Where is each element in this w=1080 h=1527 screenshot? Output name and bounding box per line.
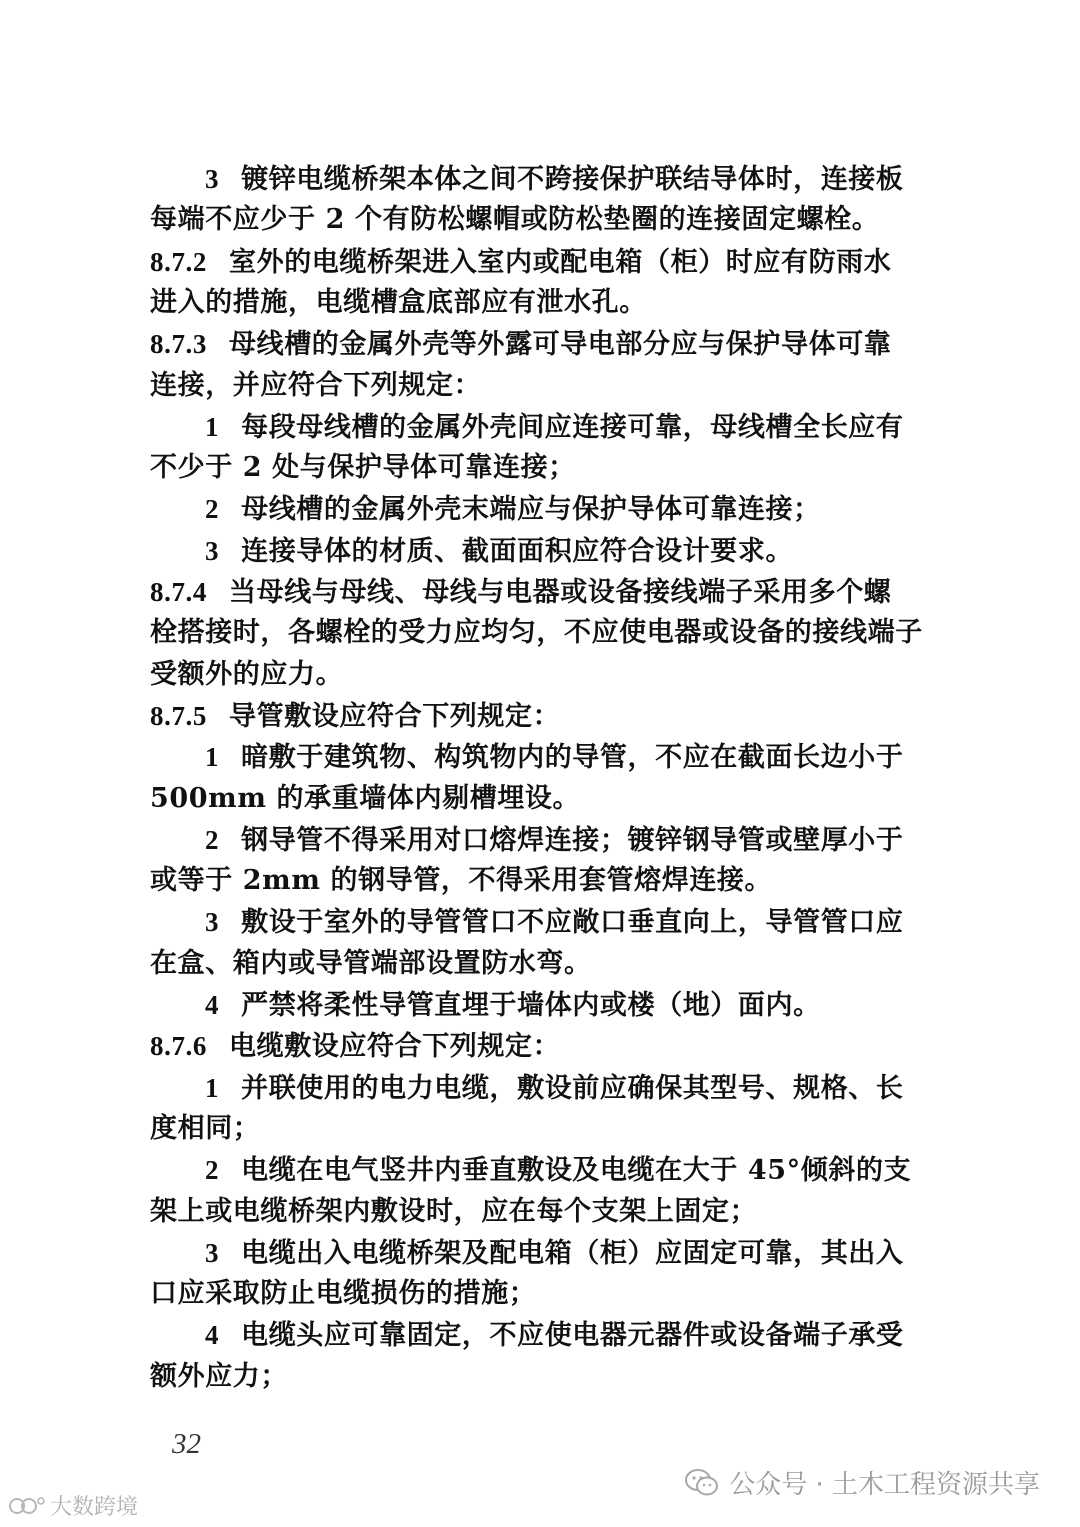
line-text: 电缆出入电缆桥架及配电箱（柜）应固定可靠，其出入 [241, 1237, 904, 1269]
line-text: 每端不应少于 2 个有防松螺帽或防松垫圈的连接固定螺栓。 [150, 204, 880, 236]
wechat-icon [685, 1469, 719, 1497]
item-number: 3 [205, 535, 220, 566]
watermark-wechat [685, 1464, 1040, 1501]
list-item-line [205, 1314, 940, 1357]
line-text: 室外的电缆桥架进入室内或配电箱（柜）时应有防雨水 [229, 246, 892, 278]
line-text: 电缆头应可靠固定，不应使电器元器件或设备端子承受 [241, 1320, 904, 1352]
line-text: 当母线与母线、母线与电器或设备接线端子采用多个螺 [229, 577, 892, 608]
list-item-line [205, 488, 940, 531]
clause-number: 8.7.5 [150, 700, 207, 731]
watermark-text: 公众号 · 土木工程资源共享 [729, 1470, 1040, 1500]
clause-number: 8.7.4 [150, 577, 207, 607]
text-line [150, 1191, 940, 1233]
line-text: 严禁将柔性导管直埋于墙体内或楼（地）面内。 [241, 990, 821, 1021]
watermark-logo-icon [8, 1495, 46, 1517]
line-text: 度相同； [150, 1112, 261, 1144]
list-item-line [205, 530, 940, 573]
item-number: 2 [205, 494, 220, 525]
list-item-line [205, 1149, 940, 1192]
line-text: 电缆敷设应符合下列规定： [229, 1031, 561, 1063]
list-item-line [205, 158, 940, 201]
clause-heading-line [150, 241, 940, 284]
clause-heading-line [150, 695, 940, 738]
text-line [150, 612, 940, 654]
line-text: 架上或电缆桥架内敷设时，应在每个支架上固定； [150, 1195, 758, 1227]
clause-number: 8.7.2 [150, 246, 207, 277]
clause-heading-line [150, 1025, 940, 1068]
text-line [150, 860, 940, 902]
text-line [150, 778, 940, 820]
list-item-line [205, 1232, 940, 1275]
line-text: 进入的措施，电缆槽盒底部应有泄水孔。 [150, 286, 647, 318]
watermark-brand-text: 大数跨境 [50, 1495, 139, 1520]
item-number: 2 [205, 824, 220, 855]
text-line [150, 447, 940, 489]
list-item-line [205, 1067, 940, 1110]
item-number: 4 [205, 990, 220, 1020]
item-number: 2 [205, 1155, 220, 1186]
text-line [150, 365, 940, 407]
line-text: 暗敷于建筑物、构筑物内的导管，不应在截面长边小于 [241, 742, 904, 774]
watermark-brand [8, 1490, 138, 1521]
list-item-line [205, 819, 940, 862]
page-number: 32 [172, 1428, 201, 1460]
line-text: 每段母线槽的金属外壳间应连接可靠，母线槽全长应有 [241, 411, 904, 443]
text-line [150, 654, 940, 696]
line-text: 不少于 2 处与保护导体可靠连接； [150, 452, 576, 484]
line-text: 连接，并应符合下列规定： [150, 369, 482, 401]
line-text: 额外应力； [150, 1360, 288, 1392]
item-number: 1 [205, 1072, 220, 1103]
line-text: 并联使用的电力电缆，敷设前应确保其型号、规格、长 [241, 1072, 904, 1104]
text-line [150, 1273, 940, 1315]
line-text: 口应采取防止电缆损伤的措施； [150, 1278, 537, 1310]
item-number: 1 [205, 742, 220, 773]
line-text: 母线槽的金属外壳末端应与保护导体可靠连接； [241, 494, 821, 526]
item-number: 3 [205, 907, 220, 938]
clause-number: 8.7.6 [150, 1031, 207, 1062]
list-item-line [205, 901, 940, 944]
item-number: 3 [205, 164, 220, 194]
line-text: 在盒、箱内或导管端部设置防水弯。 [150, 947, 592, 979]
clause-heading-line [150, 571, 940, 614]
line-text: 或等于 2mm 的钢导管，不得采用套管熔焊连接。 [150, 865, 773, 897]
line-text: 500mm 的承重墙体内剔槽埋设。 [150, 782, 581, 814]
item-number: 3 [205, 1237, 220, 1268]
list-item-line [205, 406, 940, 449]
list-item-line [205, 736, 940, 779]
clause-heading-line [150, 323, 940, 366]
line-text: 栓搭接时，各螺栓的受力应均匀，不应使电器或设备的接线端子 [150, 617, 923, 649]
line-text: 钢导管不得采用对口熔焊连接；镀锌钢导管或壁厚小于 [241, 824, 904, 856]
text-line [150, 282, 940, 324]
line-text: 导管敷设应符合下列规定： [229, 700, 561, 732]
text-line [150, 1356, 940, 1398]
text-line [150, 199, 940, 241]
clause-number: 8.7.3 [150, 329, 207, 360]
text-line [150, 943, 940, 985]
line-text: 敷设于室外的导管管口不应敞口垂直向上，导管管口应 [241, 907, 904, 939]
line-text: 连接导体的材质、截面面积应符合设计要求。 [241, 535, 794, 567]
list-item-line [205, 984, 940, 1027]
line-text: 镀锌电缆桥架本体之间不跨接保护联结导体时，连接板 [241, 164, 904, 195]
item-number: 4 [205, 1320, 220, 1351]
line-text: 受额外的应力。 [150, 658, 344, 690]
line-text: 电缆在电气竖井内垂直敷设及电缆在大于 45°倾斜的支 [241, 1155, 912, 1187]
text-line [150, 1108, 940, 1150]
line-text: 母线槽的金属外壳等外露可导电部分应与保护导体可靠 [229, 329, 892, 361]
item-number: 1 [205, 411, 220, 442]
